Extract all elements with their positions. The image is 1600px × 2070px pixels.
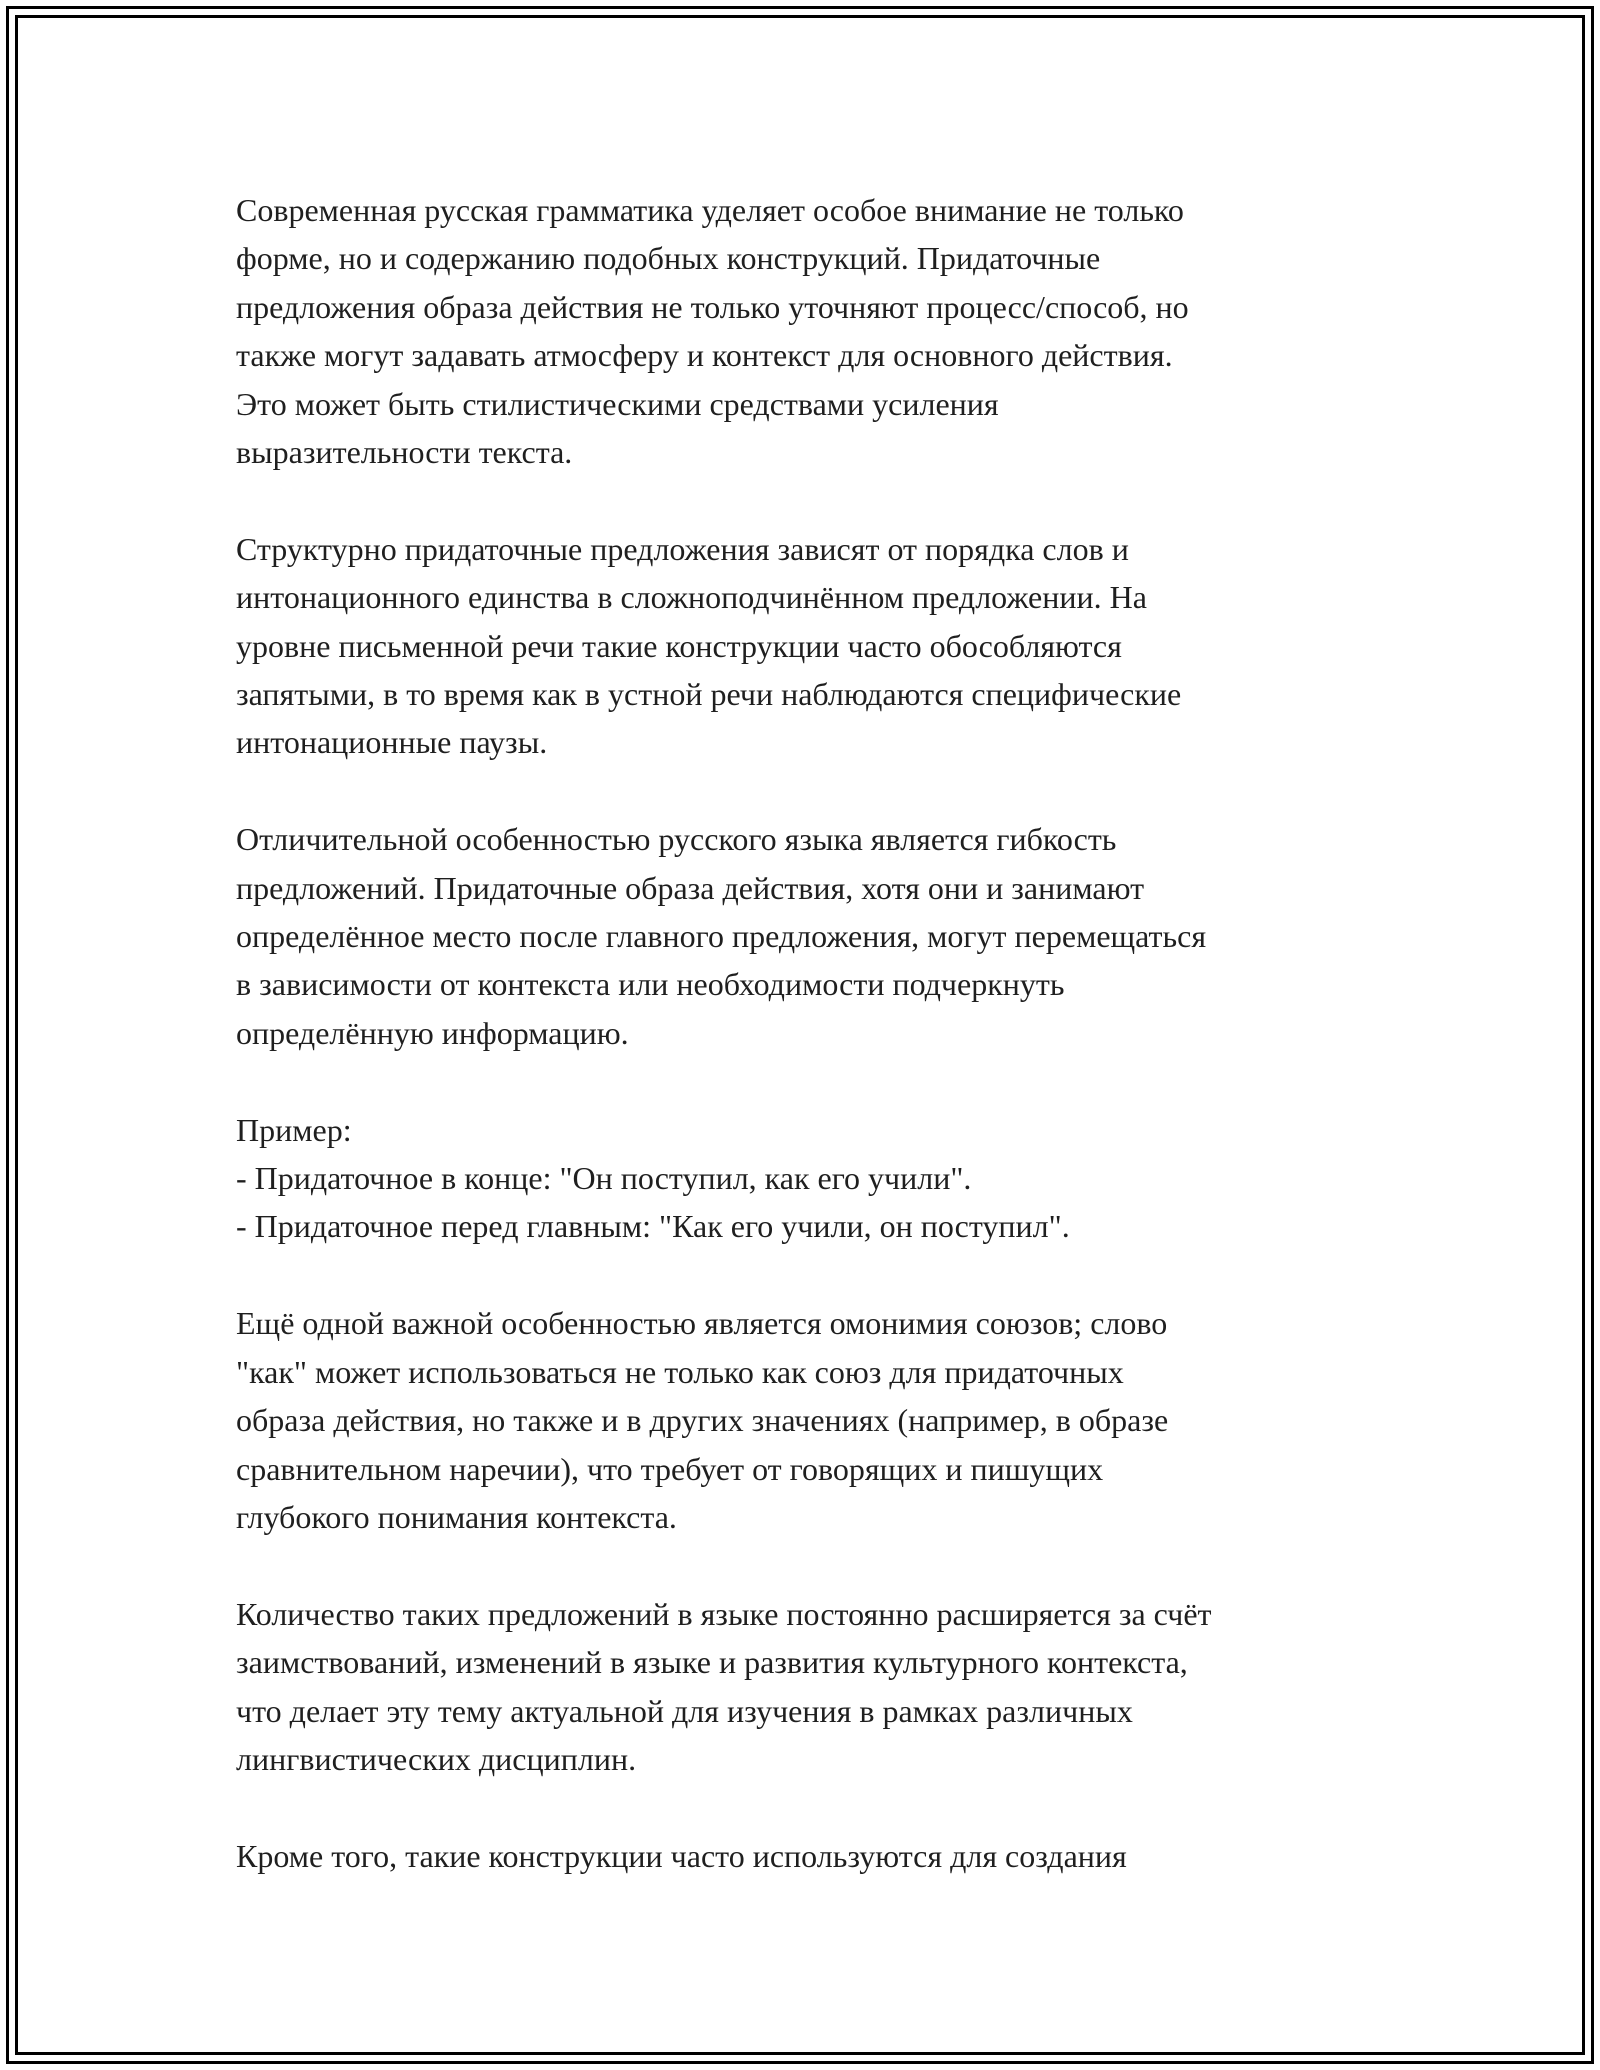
example-paragraph — [236, 1106, 1386, 1251]
text-line: определённую информацию. — [236, 1014, 629, 1051]
text-line: сравнительном наречии), что требует от говорящих и пишущих — [236, 1450, 1104, 1487]
text-line: также могут задавать атмосферу и контекст для основного действия. — [236, 337, 1173, 374]
text-line: интонационные паузы. — [236, 724, 548, 761]
text-line: в зависимости от контекста или необходимости подчеркнуть — [236, 966, 1065, 1003]
paragraph — [236, 186, 1386, 476]
text-line: уровне письменной речи такие конструкции часто обособляются — [236, 627, 1122, 664]
text-line: Современная русская грамматика уделяет особое внимание не только — [236, 192, 1184, 228]
paragraph — [236, 815, 1386, 1057]
text-line: лингвистических дисциплин. — [236, 1740, 637, 1777]
text-line: предложения образа действия не только уточняют процесс/способ, но — [236, 288, 1189, 325]
example-item: - Придаточное в конце: "Он поступил, как его учили". — [236, 1160, 972, 1197]
text-line: определённое место после главного предложения, могут перемещаться — [236, 918, 1207, 955]
text-line: что делает эту тему актуальной для изучения в рамках различных — [236, 1692, 1133, 1729]
text-line: "как" может использоваться не только как союз для придаточных — [236, 1353, 1124, 1390]
paragraph — [236, 1590, 1386, 1784]
paragraph — [236, 525, 1386, 767]
text-line: форме, но и содержанию подобных конструкций. Придаточные — [236, 240, 1101, 277]
text-line: Отличительной особенностью русского языка является гибкость — [236, 821, 1117, 858]
text-line: Это может быть стилистическими средствами усиления — [236, 385, 999, 422]
text-line: выразительности текста. — [236, 434, 573, 471]
text-line: заимствований, изменений в языке и развития культурного контекста, — [236, 1644, 1188, 1681]
text-line: глубокого понимания контекста. — [236, 1498, 677, 1535]
example-heading: Пример: — [236, 1111, 352, 1148]
text-line: запятыми, в то время как в устной речи наблюдаются специфические — [236, 676, 1182, 713]
text-line: Кроме того, такие конструкции часто используются для создания — [236, 1837, 1127, 1874]
document-body — [236, 186, 1386, 1929]
text-line: Структурно придаточные предложения зависят от порядка слов и — [236, 530, 1129, 567]
paragraph — [236, 1832, 1386, 1880]
example-item: - Придаточное перед главным: "Как его учили, он поступил". — [236, 1208, 1070, 1245]
text-line: образа действия, но также и в других значениях (например, в образе — [236, 1402, 1169, 1439]
text-line: Количество таких предложений в языке постоянно расширяется за счёт — [236, 1595, 1212, 1632]
paragraph — [236, 1299, 1386, 1541]
text-line: Ещё одной важной особенностью является омонимия союзов; слово — [236, 1305, 1168, 1342]
text-line: интонационного единства в сложноподчинённом предложении. На — [236, 579, 1147, 616]
text-line: предложений. Придаточные образа действия, хотя они и занимают — [236, 869, 1145, 906]
